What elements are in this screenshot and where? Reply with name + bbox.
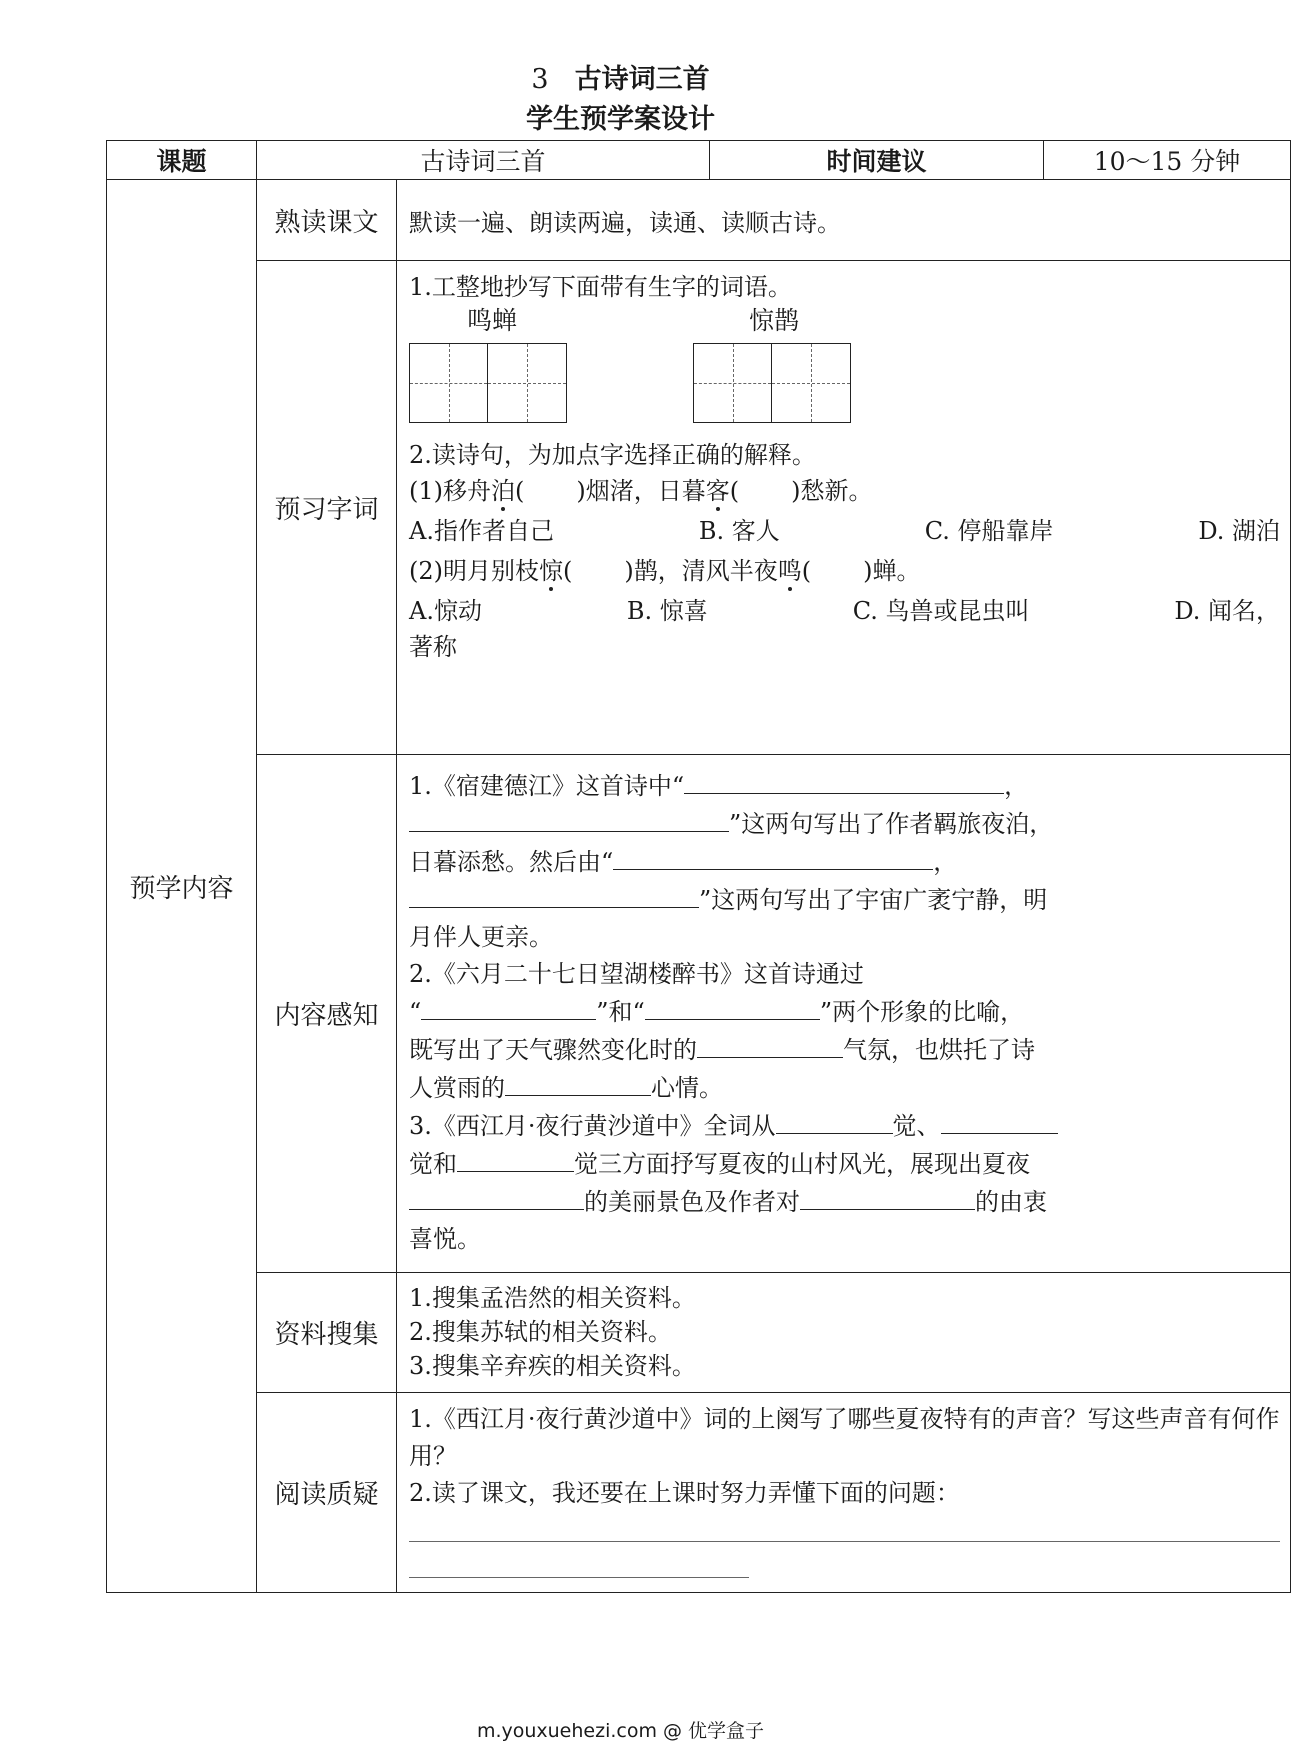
fill-blank[interactable]: [684, 767, 1004, 794]
topic-label: 课题: [107, 141, 257, 180]
dotted-char: 客: [705, 477, 730, 505]
fill-blank[interactable]: [409, 1183, 584, 1210]
section-label: 预学内容: [107, 180, 257, 1593]
option: B. 客人: [698, 517, 780, 545]
fill-blank[interactable]: [613, 843, 933, 870]
writing-grid-1[interactable]: [409, 343, 567, 423]
writing-grids: [409, 305, 1280, 415]
writing-grid-2[interactable]: [693, 343, 851, 423]
sentence-2: (2)明月别枝惊( )鹊，清风半夜鸣( )蝉。: [409, 557, 921, 585]
dotted-char: 鸣: [777, 557, 802, 585]
options-1: [409, 513, 1280, 549]
reading-text: 默读一遍、朗读两遍，读通、读顺古诗。: [397, 180, 1291, 261]
dotted-char: 泊: [491, 477, 515, 505]
fill-blank[interactable]: [697, 1031, 843, 1058]
content-q1: 1.《宿建德江》这首诗中“ ， ”这两句写出了作者羁旅夜泊， 日暮添愁。然后由“ ， ”这两句写出了宇宙广袤宁静，明 月伴人更亲。: [409, 767, 1280, 956]
option: D. 闻名，: [1174, 597, 1281, 625]
fill-blank[interactable]: [941, 1107, 1058, 1134]
lesson-number: 3: [531, 64, 549, 95]
footer-watermark: m.youxuehezi.com @ 优学盒子: [476, 1720, 765, 1742]
topic-value: 古诗词三首: [257, 141, 710, 180]
fill-blank[interactable]: [457, 1145, 574, 1172]
questions-cell: [397, 1393, 1291, 1593]
fill-blank[interactable]: [421, 993, 596, 1020]
option: B. 惊喜: [626, 597, 708, 625]
research-cell: [397, 1273, 1291, 1393]
content-q2: 2.《六月二十七日望湖楼醉书》这首诗通过 “ ”和“ ”两个形象的比喻， 既写出了天气骤然变化时的 气氛，也烘托了诗 人赏雨的 心情。: [409, 960, 1035, 1102]
vocab-cell: [397, 261, 1291, 755]
fill-blank[interactable]: [645, 993, 820, 1020]
fill-blank[interactable]: [409, 805, 729, 832]
option: A.指作者自己: [409, 517, 554, 545]
question-2: 2.读了课文，我还要在上课时努力弄懂下面的问题：: [409, 1479, 960, 1507]
options-2: [409, 593, 1280, 629]
lesson-title: [0, 62, 1241, 98]
fill-blank[interactable]: [800, 1183, 975, 1210]
option: A.惊动: [409, 597, 482, 625]
vocab-q1: 1.工整地抄写下面带有生字的词语。: [409, 273, 792, 301]
option: C. 停船靠岸: [924, 517, 1054, 545]
time-label: 时间建议: [710, 141, 1044, 180]
word-1: 鸣蝉: [467, 306, 518, 335]
sentence-1: (1)移舟泊( )烟渚，日暮客( )愁新。: [409, 477, 873, 505]
document-subtitle: 学生预学案设计: [526, 104, 715, 135]
research-item: 2.搜集苏轼的相关资料。: [409, 1318, 672, 1346]
research-item: 1.搜集孟浩然的相关资料。: [409, 1284, 696, 1312]
fill-blank[interactable]: [409, 881, 699, 908]
preview-table: [106, 140, 1291, 1593]
lesson-title-text: 古诗词三首: [574, 64, 710, 95]
research-label: 资料搜集: [257, 1273, 397, 1393]
vocab-q2: 2.读诗句，为加点字选择正确的解释。: [409, 441, 816, 469]
research-item: 3.搜集辛弃疾的相关资料。: [409, 1352, 696, 1380]
option-continuation: 著称: [409, 633, 457, 661]
option: D. 湖泊: [1198, 517, 1281, 545]
content-cell: [397, 755, 1291, 1273]
answer-line[interactable]: [409, 1576, 749, 1578]
question-1: 1.《西江月·夜行黄沙道中》词的上阕写了哪些夏夜特有的声音？写这些声音有何作用？: [409, 1405, 1280, 1470]
content-label: 内容感知: [257, 755, 397, 1273]
fill-blank[interactable]: [505, 1069, 651, 1096]
answer-line[interactable]: [409, 1540, 1280, 1542]
word-2: 惊鹊: [749, 306, 800, 335]
time-value: 10～15 分钟: [1044, 141, 1291, 180]
option: C. 鸟兽或昆虫叫: [852, 597, 1030, 625]
vocab-label: 预习字词: [257, 261, 397, 755]
questions-label: 阅读质疑: [257, 1393, 397, 1593]
dotted-char: 惊: [539, 557, 563, 585]
content-q3: 3.《西江月·夜行黄沙道中》全词从 觉、 觉和 觉三方面抒写夏夜的山村风光，展现出夏夜 的美丽景色及作者对 的由衷 喜悦。: [409, 1107, 1280, 1258]
reading-label: 熟读课文: [257, 180, 397, 261]
fill-blank[interactable]: [776, 1107, 893, 1134]
